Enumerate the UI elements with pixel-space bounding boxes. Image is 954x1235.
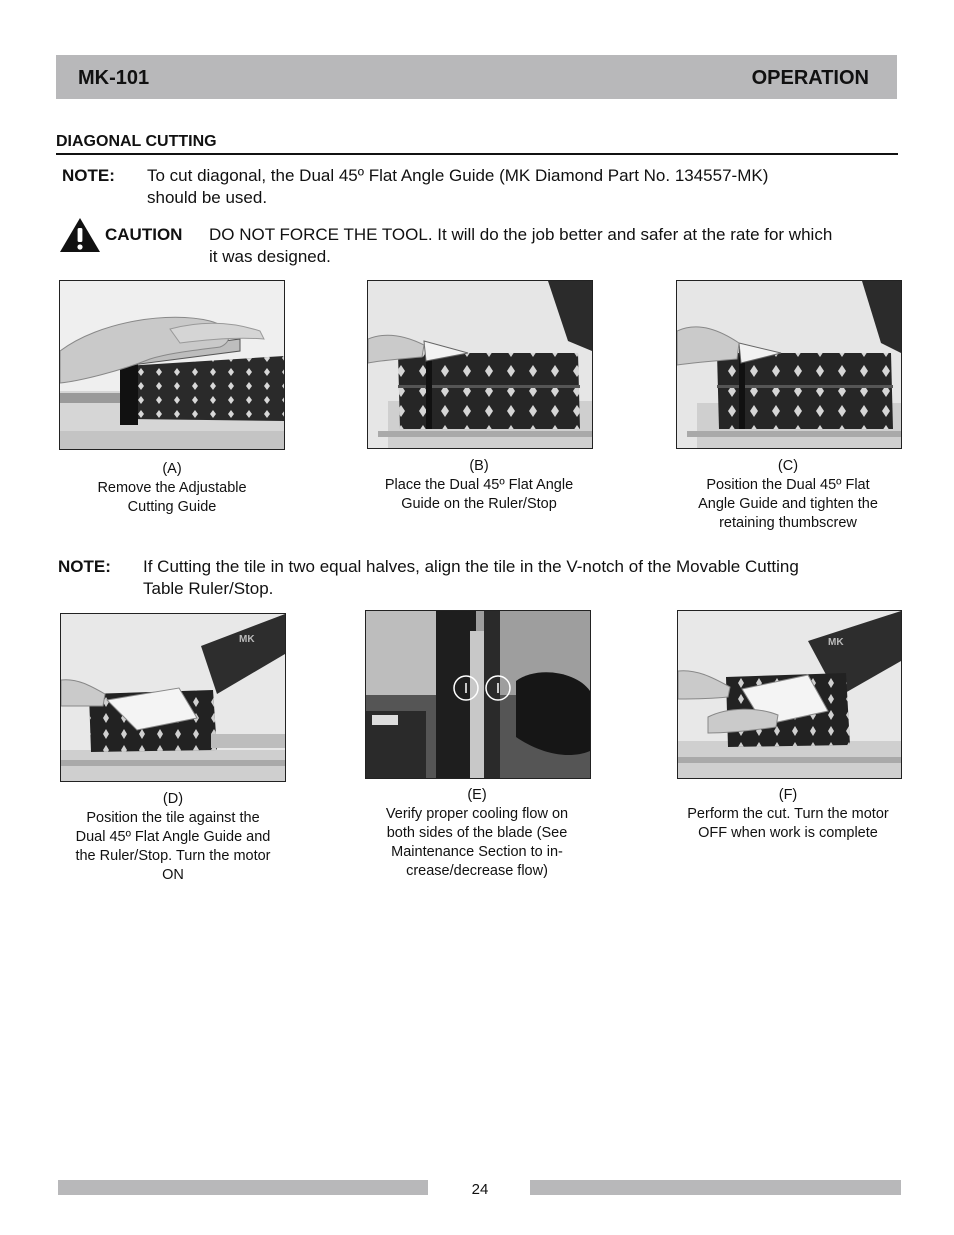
caption-line: Verify proper cooling flow on: [385, 806, 569, 822]
footer-bar-left: [58, 1180, 428, 1195]
note-text: [147, 165, 768, 209]
caption-line: ON: [162, 867, 184, 883]
caption-line: Cutting Guide: [127, 499, 217, 515]
caption-letter: (B): [469, 458, 489, 474]
page-number: 24: [471, 1181, 489, 1198]
caution-line: it was designed.: [209, 247, 331, 266]
caption-d: [60, 790, 286, 885]
caption-line: retaining thumbscrew: [719, 515, 857, 531]
note-line: If Cutting the tile in two equal halves, align the tile in the V-notch of the Movable Cutting: [143, 557, 799, 576]
caption-line: Place the Dual 45º Flat Angle: [384, 477, 574, 493]
caption-f: [670, 786, 906, 843]
brand-mark: MK: [239, 634, 255, 645]
photo-b-place-guide: [367, 280, 593, 449]
page-header: [56, 55, 897, 99]
caption-b: [367, 457, 591, 514]
photo-f-perform-cut: [677, 610, 902, 779]
caution-text: [209, 224, 832, 268]
photo-c-tighten-thumbscrew: [676, 280, 902, 449]
note-label: NOTE:: [62, 166, 115, 185]
photo-e-cooling-flow: [365, 610, 591, 779]
caution-label: CAUTION: [105, 225, 183, 244]
section-title: DIAGONAL CUTTING: [56, 133, 217, 150]
caption-line: Position the tile against the: [86, 810, 260, 826]
caption-letter: (D): [162, 791, 184, 807]
note-line: should be used.: [147, 188, 268, 207]
caption-a: [62, 460, 282, 517]
section-name: OPERATION: [751, 67, 869, 89]
model-name: MK-101: [78, 67, 150, 89]
caption-line: OFF when work is complete: [698, 825, 878, 841]
caption-line: Position the Dual 45º Flat: [706, 477, 870, 493]
section-divider: [56, 153, 898, 155]
note-line: Table Ruler/Stop.: [143, 579, 274, 598]
caption-line: Remove the Adjustable: [97, 480, 247, 496]
note-text: [143, 556, 799, 600]
brand-mark: MK: [828, 637, 844, 648]
caption-line: Maintenance Section to in-: [391, 844, 563, 860]
caption-e: [365, 786, 589, 881]
warning-triangle-icon: [59, 217, 101, 253]
note-line: To cut diagonal, the Dual 45º Flat Angle Guide (MK Diamond Part No. 134557-MK): [147, 166, 769, 185]
photo-d-position-tile: [60, 613, 286, 782]
caption-letter: (F): [778, 787, 798, 803]
caption-line: crease/decrease flow): [406, 863, 548, 879]
caption-line: the Ruler/Stop. Turn the motor: [75, 848, 271, 864]
caption-line: Guide on the Ruler/Stop: [401, 496, 557, 512]
caption-line: both sides of the blade (See: [386, 825, 568, 841]
caption-letter: (E): [467, 787, 487, 803]
photo-a-remove-guide: [59, 280, 285, 450]
caption-letter: (A): [162, 461, 182, 477]
caption-line: Dual 45º Flat Angle Guide and: [75, 829, 271, 845]
caption-letter: (C): [777, 458, 799, 474]
caption-line: Angle Guide and tighten the: [698, 496, 878, 512]
caption-c: [676, 457, 900, 533]
footer-bar-right: [530, 1180, 901, 1195]
note-label: NOTE:: [58, 557, 111, 576]
caution-line: DO NOT FORCE THE TOOL. It will do the job better and safer at the rate for which: [209, 225, 833, 244]
caption-line: Perform the cut. Turn the motor: [687, 806, 889, 822]
